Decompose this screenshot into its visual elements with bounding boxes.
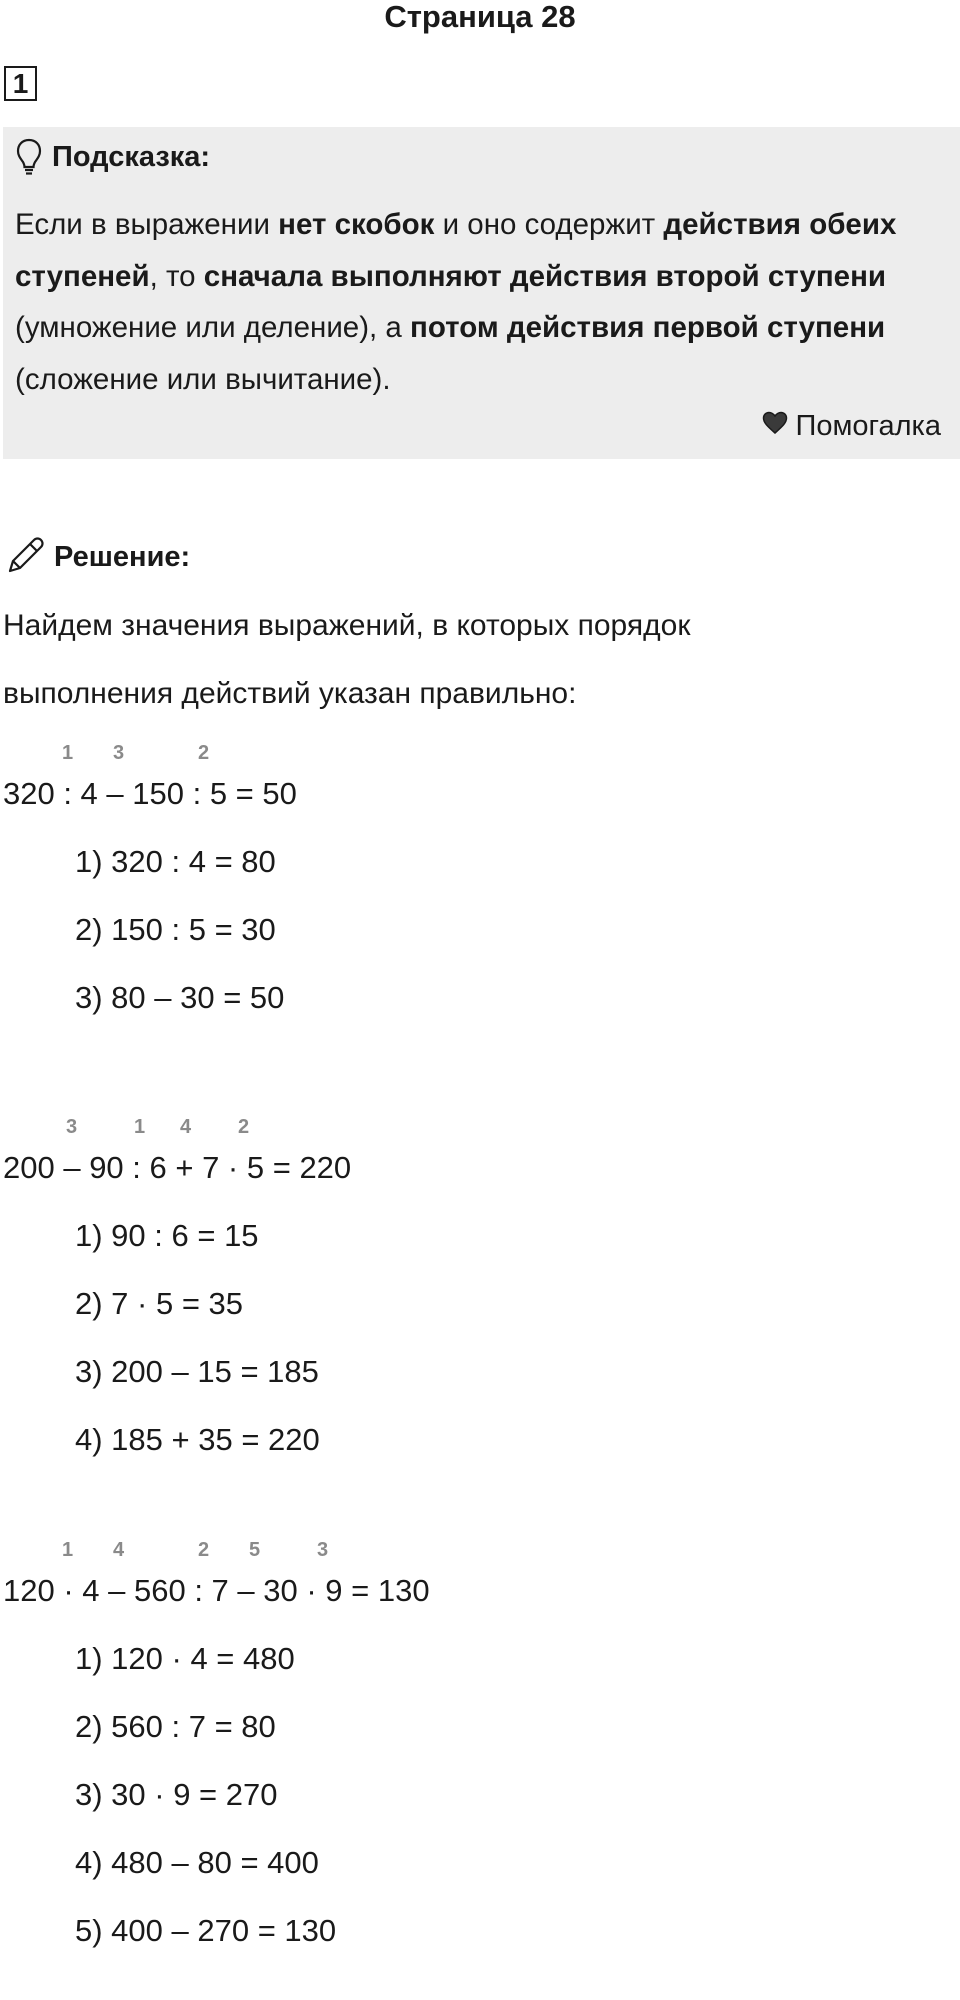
hint-source xyxy=(762,410,941,443)
solution-intro-line-1: Найдем значения выражений, в которых порядок xyxy=(3,609,691,642)
step: 1) 120 · 4 = 480 xyxy=(75,1641,295,1676)
hint-text: Если в выражении нет скобок и оно содержит действия обеих ступеней, то сначала выполняют действия второй ступени (умножение или деление), а потом действия первой ступени (сложение или вычитание). xyxy=(15,208,897,396)
order-mark: 2 xyxy=(238,1116,250,1138)
task-number-badge: 1 xyxy=(4,66,37,101)
step: 3) 200 – 15 = 185 xyxy=(75,1354,319,1389)
expression: 200 – 90 : 6 + 7 · 5 = 220 xyxy=(3,1150,352,1185)
order-mark: 4 xyxy=(113,1539,125,1561)
step: 4) 480 – 80 = 400 xyxy=(75,1845,319,1880)
order-mark: 3 xyxy=(317,1539,329,1561)
step: 3) 30 · 9 = 270 xyxy=(75,1777,278,1812)
order-mark: 2 xyxy=(198,742,210,764)
solution-header xyxy=(6,536,190,578)
step: 5) 400 – 270 = 130 xyxy=(75,1913,337,1948)
step: 2) 7 · 5 = 35 xyxy=(75,1286,244,1321)
expression: 120 · 4 – 560 : 7 – 30 · 9 = 130 xyxy=(3,1573,430,1608)
step: 3) 80 – 30 = 50 xyxy=(75,980,285,1015)
step: 2) 560 : 7 = 80 xyxy=(75,1709,276,1744)
step: 1) 90 : 6 = 15 xyxy=(75,1218,259,1253)
expression: 320 : 4 – 150 : 5 = 50 xyxy=(3,776,297,811)
order-mark: 1 xyxy=(134,1116,146,1138)
step: 1) 320 : 4 = 80 xyxy=(75,844,276,879)
hint-header xyxy=(16,137,210,177)
step: 4) 185 + 35 = 220 xyxy=(75,1422,320,1457)
order-mark: 1 xyxy=(62,742,74,764)
page-title: Страница 28 xyxy=(384,0,576,34)
order-mark: 3 xyxy=(66,1116,78,1138)
hint-box xyxy=(3,127,960,459)
heart-icon xyxy=(762,410,796,443)
solution-title: Решение: xyxy=(54,540,191,573)
lightbulb-icon xyxy=(16,138,42,176)
order-mark: 5 xyxy=(249,1539,261,1561)
hint-source-label: Помогалка xyxy=(795,410,941,442)
order-mark: 1 xyxy=(62,1539,74,1561)
solution-intro-line-2: выполнения действий указан правильно: xyxy=(3,677,577,710)
step: 2) 150 : 5 = 30 xyxy=(75,912,276,947)
pencil-icon xyxy=(6,535,46,580)
hint-title: Подсказка: xyxy=(52,140,211,173)
order-mark: 4 xyxy=(180,1116,192,1138)
order-mark: 3 xyxy=(113,742,125,764)
order-mark: 2 xyxy=(198,1539,210,1561)
